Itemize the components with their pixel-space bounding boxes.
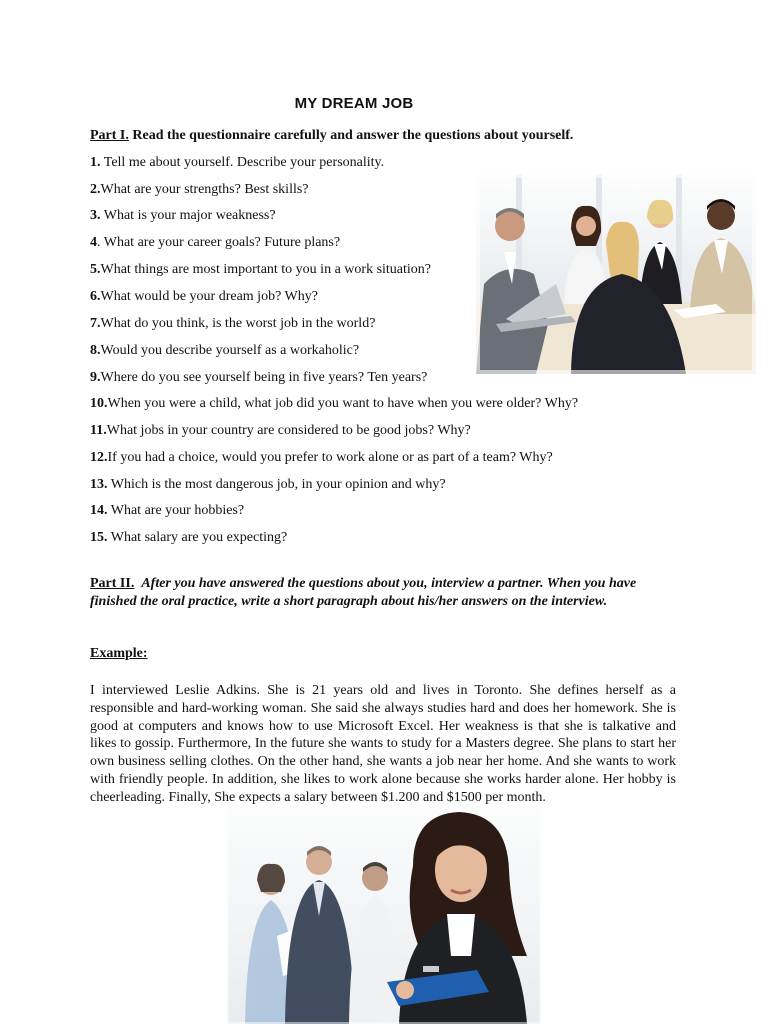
question-text: What is your major weakness? [100, 208, 276, 223]
businesswoman-illustration [227, 806, 541, 1024]
office-meeting-photo [476, 174, 756, 374]
question-4 [90, 235, 340, 251]
question-7 [90, 316, 375, 332]
question-number: 14. [90, 503, 108, 518]
question-text: What do you think, is the worst job in the world? [100, 316, 376, 331]
question-1 [90, 155, 384, 171]
part-two-heading [90, 575, 650, 611]
question-number: 8. [90, 343, 101, 358]
question-5 [90, 262, 431, 278]
question-6 [90, 289, 318, 305]
question-text: What things are most important to you in a work situation? [100, 262, 431, 277]
part-one-label: Part I. [90, 128, 129, 143]
question-number: 5. [90, 262, 101, 277]
office-meeting-illustration [476, 174, 756, 374]
question-number: 6. [90, 289, 101, 304]
part-one-heading [90, 128, 573, 144]
question-text: What are your strengths? Best skills? [100, 182, 309, 197]
question-8 [90, 343, 359, 359]
example-paragraph: I interviewed Leslie Adkins. She is 21 years old and lives in Toronto. She defines herself as a responsible and hard-working woman. She said she always studies hard and does her homework. She is good at computers and knows how to use Microsoft Excel. Her weakness is that she is talkative and likes to gossip. Furthermore, In the future she wants to study for a Masters degree. She plans to start her own business selling clothes. On the other hand, she wants a job near her home. And she wants to work with friendly people. In addition, she likes to work alone because she works harder alone. Her hobby is cheerleading. Finally, She expects a salary between $1.200 and $1500 per month. [90, 683, 676, 805]
businesswoman-photo [227, 806, 541, 1024]
question-15 [90, 530, 287, 546]
question-text: . What are your career goals? Future plans? [97, 235, 341, 250]
question-text: When you were a child, what job did you want to have when you were older? Why? [107, 396, 579, 411]
question-text: Tell me about yourself. Describe your personality. [100, 155, 385, 170]
question-text: Which is the most dangerous job, in your opinion and why? [107, 477, 446, 492]
question-10 [90, 396, 578, 412]
question-number: 2. [90, 182, 101, 197]
page-title: MY DREAM JOB [294, 95, 414, 112]
question-2 [90, 182, 309, 198]
part-two-instruction: After you have answered the questions about you, interview a partner. When you have finished the oral practice, write a short paragraph about his/her answers on the interview. [90, 576, 637, 609]
part-two-label: Part II. [90, 576, 135, 591]
question-number: 15. [90, 530, 108, 545]
question-number: 13. [90, 477, 108, 492]
question-number: 7. [90, 316, 101, 331]
question-number: 11. [90, 423, 107, 438]
question-text: If you had a choice, would you prefer to work alone or as part of a team? Why? [107, 450, 553, 465]
question-text: What are your hobbies? [107, 503, 245, 518]
question-text: What salary are you expecting? [107, 530, 288, 545]
question-12 [90, 450, 553, 466]
question-number: 1. [90, 155, 101, 170]
question-number: 9. [90, 370, 101, 385]
example-label: Example: [90, 646, 148, 661]
question-13 [90, 477, 446, 493]
question-3 [90, 208, 276, 224]
question-number: 4 [90, 235, 97, 250]
question-text: What would be your dream job? Why? [100, 289, 318, 304]
part-one-instruction: Read the questionnaire carefully and answer the questions about yourself. [132, 128, 574, 143]
question-14 [90, 503, 244, 519]
question-number: 12. [90, 450, 108, 465]
question-11 [90, 423, 471, 439]
question-text: Where do you see yourself being in five years? Ten years? [100, 370, 428, 385]
question-number: 3. [90, 208, 101, 223]
question-text: Would you describe yourself as a workaholic? [100, 343, 360, 358]
question-number: 10. [90, 396, 108, 411]
question-text: What jobs in your country are considered to be good jobs? Why? [106, 423, 471, 438]
question-9 [90, 370, 427, 386]
